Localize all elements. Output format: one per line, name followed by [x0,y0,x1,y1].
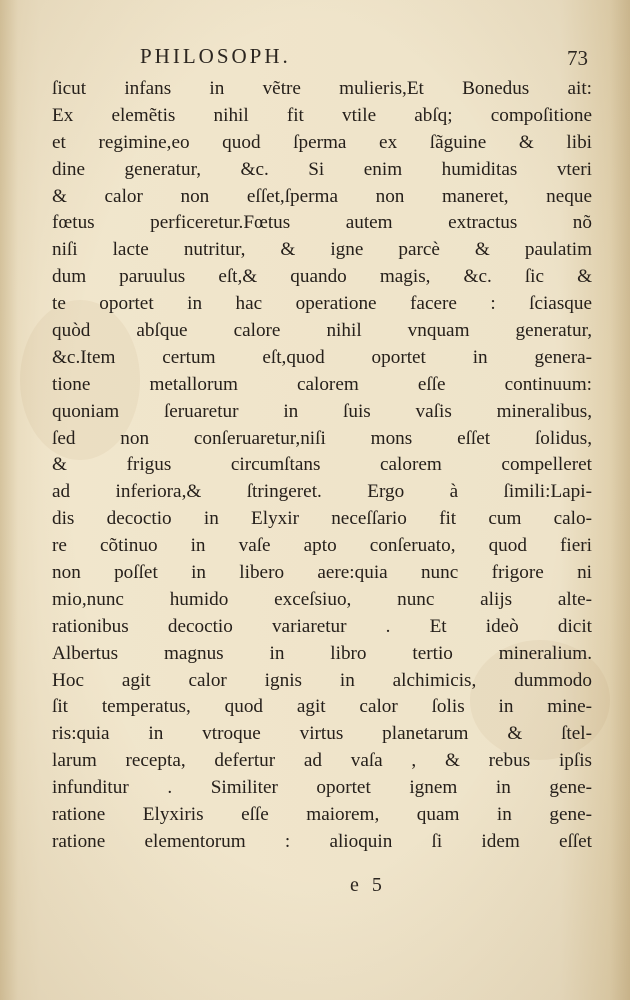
page-footer [0,874,630,904]
page-number: 73 [567,46,588,70]
text-line: Albertus magnus in libro tertio mineralium. [52,642,592,664]
text-line: rationibus decoctio variaretur . Et ideò dicit [52,615,592,637]
text-line: fœtus perficeretur.Fœtus autem extractus nõ [52,212,592,234]
text-line: ris:quia in vtroque virtus planetarum & ſtel- [52,723,592,745]
text-line: quòd abſque calore nihil vnquam generatur, [52,320,592,342]
text-line: ſed non conſeruaretur,niſi mons eſſet ſolidus, [52,427,592,449]
text-line: & calor non eſſet,ſperma non maneret, neque [52,185,592,207]
running-head: PHILOSOPH. [140,44,291,68]
text-line: Ex elemẽtis nihil fit vtile abſq; compoſitione [52,104,592,126]
text-line: te oportet in hac operatione facere : ſciasque [52,293,592,315]
text-line: ſit temperatus, quod agit calor ſolis in mine- [52,696,592,718]
text-line: dine generatur, &c. Si enim humiditas vteri [52,158,592,180]
text-line: &c.Item certum eſt,quod oportet in genera- [52,346,592,368]
text-line: tione metallorum calorem eſſe continuum: [52,373,592,395]
text-line: ratione elementorum : alioquin ſi idem eſſet [52,830,592,852]
text-line: mio,nunc humido exceſsiuo, nunc alijs alte- [52,588,592,610]
text-line: larum recepta, defertur ad vaſa , & rebus ipſis [52,750,592,772]
text-line: infunditur . Similiter oportet ignem in gene- [52,777,592,799]
text-line: Hoc agit calor ignis in alchimicis, dummodo [52,669,592,691]
text-line: ad inferiora,& ſtringeret. Ergo à ſimili:Lapi- [52,481,592,503]
text-line: niſi lacte nutritur, & igne parcè & paulatim [52,239,592,261]
text-line: quoniam ſeruaretur in ſuis vaſis mineralibus, [52,400,592,422]
text-line: et regimine,eo quod ſperma ex ſãguine & libi [52,131,592,153]
signature-mark: e 5 [350,874,386,896]
body-text [52,76,592,856]
text-line: non poſſet in libero aere:quia nunc frigore ni [52,562,592,584]
text-line: dis decoctio in Elyxir neceſſario fit cum calo- [52,508,592,530]
text-line: ſicut infans in vẽtre mulieris,Et Bonedus ait: [52,78,592,99]
page-header [60,44,590,78]
text-line: dum paruulus eſt,& quando magis, &c. ſic & [52,266,592,288]
text-line: re cõtinuo in vaſe apto conſeruato, quod fieri [52,535,592,557]
text-line: ratione Elyxiris eſſe maiorem, quam in gene- [52,804,592,826]
text-line: & frigus circumſtans calorem compelleret [52,454,592,476]
